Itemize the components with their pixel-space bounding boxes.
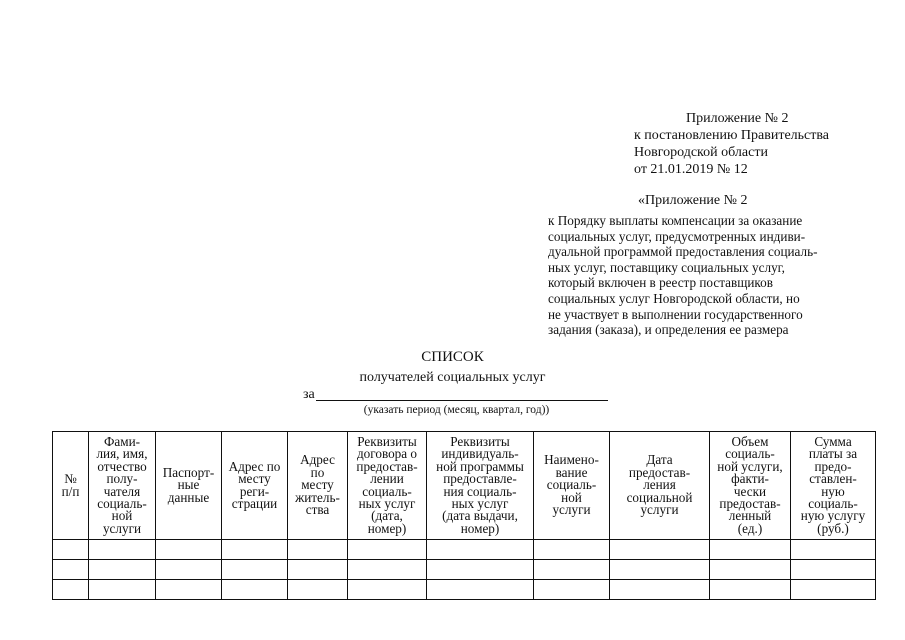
quoted-appendix	[548, 192, 848, 338]
column-header-line: Паспорт-	[162, 464, 215, 480]
recipients-table	[52, 431, 876, 600]
period-label: за	[303, 387, 315, 402]
table-cell	[710, 580, 791, 600]
table-cell	[53, 560, 89, 580]
table-cell	[288, 540, 348, 560]
column-header-line: Дата	[646, 452, 673, 468]
column-header-line: месту	[238, 471, 271, 487]
quoted-appendix-line: ных услуг, поставщику социальных услуг,	[548, 259, 785, 275]
table-body	[53, 540, 876, 600]
quoted-appendix-title: «Приложение № 2	[638, 193, 748, 208]
table-cell	[89, 560, 156, 580]
table-cell	[156, 540, 222, 560]
table-cell	[427, 580, 534, 600]
appendix-title: Приложение № 2	[686, 111, 789, 126]
table-cell	[288, 560, 348, 580]
table-cell	[53, 540, 89, 560]
column-header-line: социаль-	[97, 495, 147, 511]
column-header-line: номер)	[460, 520, 500, 536]
column-header-line: ставлен-	[809, 471, 857, 487]
quoted-appendix-line: который включен в реестр поставщиков	[548, 275, 773, 291]
column-header-line: социальной	[626, 489, 693, 505]
column-header	[791, 432, 876, 540]
list-title: СПИСОК	[421, 349, 484, 365]
column-header-line: лия, имя,	[96, 446, 148, 462]
column-header-line: предостав-	[356, 458, 418, 474]
column-header	[610, 432, 710, 540]
column-header-line: номер)	[367, 520, 407, 536]
column-header-line: полу-	[106, 471, 138, 487]
table-cell	[156, 580, 222, 600]
column-header-line: договора о	[356, 446, 418, 462]
column-header-line: ную	[821, 483, 845, 499]
list-subtitle: получателей социальных услуг	[359, 370, 546, 385]
column-header-line: ной услуги,	[717, 458, 783, 474]
table-cell	[610, 540, 710, 560]
table-cell	[348, 540, 427, 560]
column-header-line: чателя	[103, 483, 141, 499]
column-header-line: (ед.)	[737, 520, 763, 536]
column-header	[53, 432, 89, 540]
column-header-line: индивидуаль-	[441, 446, 519, 462]
table-cell	[791, 580, 876, 600]
column-header-line: факти-	[731, 471, 769, 487]
table-cell	[156, 560, 222, 580]
table-cell	[348, 560, 427, 580]
table-cell	[534, 540, 610, 560]
table-row	[53, 540, 876, 560]
column-header-line: чески	[733, 483, 767, 499]
column-header-line: ную услугу	[800, 508, 866, 524]
table-cell	[710, 560, 791, 580]
column-header-line: услуги	[640, 502, 679, 518]
column-header-line: ства	[305, 502, 330, 518]
column-header	[156, 432, 222, 540]
column-header-line: житель-	[295, 489, 340, 505]
table-header-row	[53, 432, 876, 540]
column-header-line: (дата,	[371, 508, 403, 524]
column-header-line: социаль-	[362, 483, 412, 499]
table-cell	[53, 580, 89, 600]
column-header	[288, 432, 348, 540]
table-cell	[610, 580, 710, 600]
column-header	[534, 432, 610, 540]
table-cell	[348, 580, 427, 600]
table-cell	[222, 580, 288, 600]
column-header-line: услуги	[102, 520, 142, 536]
table-cell	[222, 560, 288, 580]
quoted-appendix-line: социальных услуг Новгородской области, но	[548, 290, 800, 306]
column-header-line: предоставле-	[443, 471, 517, 487]
column-header	[89, 432, 156, 540]
column-header	[222, 432, 288, 540]
column-header-line: Адрес	[300, 452, 335, 468]
column-header-line: Сумма	[814, 433, 852, 449]
column-header-line: ленный	[728, 508, 772, 524]
column-header-line: ния социаль-	[443, 483, 517, 499]
column-header-line: платы за	[808, 446, 858, 462]
column-header	[710, 432, 791, 540]
table-cell	[791, 540, 876, 560]
column-header-line: п/п	[61, 483, 80, 499]
quoted-appendix-line: к Порядку выплаты компенсации за оказание	[548, 213, 803, 228]
quoted-appendix-line: не участвует в выполнении государственного	[548, 306, 803, 322]
table-cell	[610, 560, 710, 580]
appendix-line: Новгородской области	[634, 145, 768, 160]
column-header-line: Реквизиты	[357, 433, 417, 449]
period-hint: (указать период (месяц, квартал, год))	[363, 404, 550, 416]
column-header-line: предостав-	[719, 495, 781, 511]
column-header-line: социаль-	[546, 477, 597, 493]
column-header-line: ных услуг	[451, 495, 509, 511]
table-row	[53, 560, 876, 580]
column-header	[427, 432, 534, 540]
column-header-line: страции	[231, 495, 278, 511]
appendix-header	[634, 110, 894, 178]
appendix-line: от 21.01.2019 № 12	[634, 162, 748, 177]
column-header-line: социаль-	[725, 446, 775, 462]
table-cell	[710, 540, 791, 560]
column-header-line: Фами-	[103, 433, 141, 449]
column-header-line: данные	[167, 489, 210, 505]
table-row	[53, 580, 876, 600]
column-header-line: ные	[177, 477, 200, 493]
column-header-line: лении	[370, 471, 404, 487]
column-header-line: социаль-	[808, 495, 858, 511]
appendix-line: к постановлению Правительства	[634, 128, 830, 143]
column-header-line: отчество	[97, 458, 147, 474]
column-header	[348, 432, 427, 540]
table-cell	[534, 560, 610, 580]
column-header-line: предо-	[814, 458, 852, 474]
column-header-line: ной программы	[436, 458, 524, 474]
table-cell	[427, 560, 534, 580]
table-cell	[534, 580, 610, 600]
column-header-line: месту	[301, 477, 334, 493]
quoted-appendix-line: социальных услуг, предусмотренных индиви-	[548, 228, 806, 244]
table-cell	[791, 560, 876, 580]
column-header-line: ной	[111, 508, 133, 524]
column-header-line: реги-	[239, 483, 270, 499]
column-header-line: Реквизиты	[450, 433, 510, 449]
quoted-appendix-line: дуальной программой предоставления социаль-	[548, 244, 818, 260]
table-cell	[89, 540, 156, 560]
table-cell	[288, 580, 348, 600]
table-cell	[427, 540, 534, 560]
column-header-line: услуги	[552, 502, 591, 518]
table-cell	[222, 540, 288, 560]
column-header-line: ной	[561, 489, 582, 505]
column-header-line: по	[310, 464, 325, 480]
column-header-line: ных услуг	[358, 495, 416, 511]
column-header-line: (руб.)	[817, 520, 849, 536]
column-header-line: ления	[643, 477, 676, 493]
table-cell	[89, 580, 156, 600]
column-header-line: предостав-	[628, 464, 691, 480]
column-header-line: Адрес по	[228, 458, 281, 474]
column-header-line: №	[64, 471, 77, 487]
column-header-line: Наимено-	[544, 452, 599, 468]
column-header-line: Объем	[731, 433, 769, 449]
column-header-line: вание	[555, 464, 588, 480]
quoted-appendix-line: задания (заказа), и определения ее размера	[548, 322, 789, 338]
column-header-line: (дата выдачи,	[442, 508, 518, 524]
period-fill-line	[316, 400, 608, 401]
